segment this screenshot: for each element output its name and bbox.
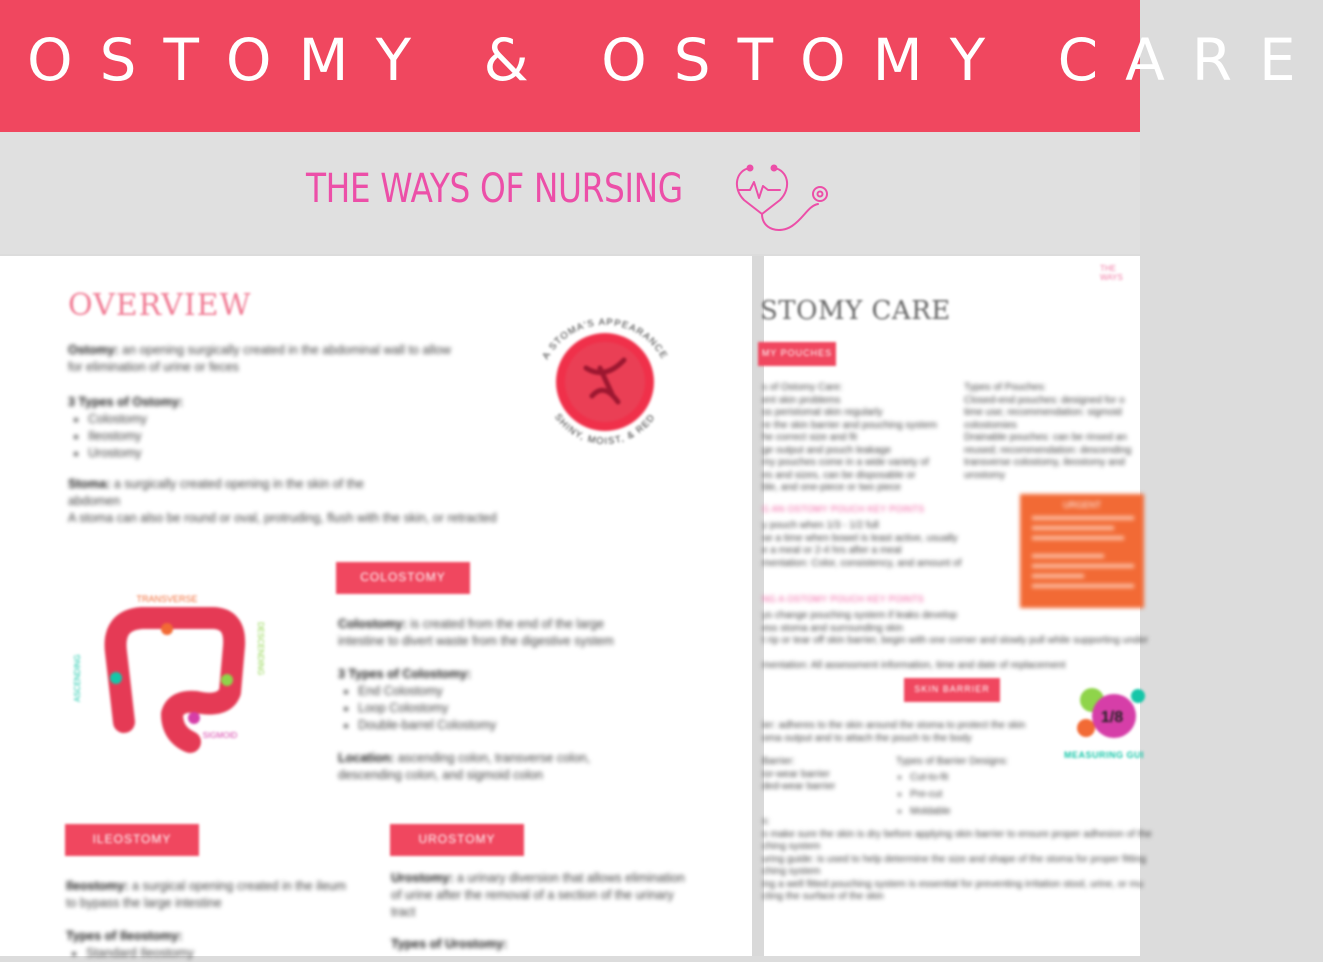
- urostomy-definition: [391, 870, 691, 921]
- list-item: • Standard Ileostomy: [86, 945, 346, 962]
- change-line: t rip or tear off skin barrier, begin with one corner and slowly pull while supporting under: [762, 635, 1149, 646]
- stoma-badge-top-text: A STOMA'S APPEARANCE: [540, 316, 670, 362]
- tip-line: ching system: [762, 841, 821, 852]
- list-item: • Loop Colostomy: [358, 700, 638, 717]
- goal-line: re the skin barrier and pouching system: [762, 419, 938, 431]
- colon-marker-ascending: [110, 672, 122, 684]
- barrier-designs-block: [896, 756, 1036, 820]
- goal-line: my pouches come in a wide variety of: [762, 457, 929, 468]
- colon-diagram: [72, 592, 272, 762]
- urgent-line: [1032, 554, 1104, 558]
- goal-line: ble, and one-piece or two piece: [762, 482, 901, 493]
- tips-block: [762, 816, 1152, 904]
- urgent-line: [1032, 574, 1084, 578]
- tip-line: ing a well fitted pouching system is essential for preventing irritation stool, urine, or mu: [762, 878, 1144, 890]
- empty-line: se a time when bowel is least active, usually: [762, 532, 958, 544]
- measuring-guide-icon: [1066, 686, 1146, 746]
- urostomy-def: a urinary diversion that allows elimination of urine after the removal of a section of the urinary tract: [391, 871, 685, 919]
- barrier-type-line: Barrier:: [762, 756, 795, 767]
- stethoscope-heartbeat-icon: [730, 150, 830, 236]
- list-item: • Ileostomy: [88, 428, 368, 445]
- ileostomy-term: Ileostomy:: [66, 879, 129, 893]
- change-line: ys change pouching system if leaks develop: [762, 610, 958, 621]
- pouch-type-line: Drainable pouches: can be rinsed an: [964, 432, 1127, 443]
- colostomy-location: [338, 750, 618, 784]
- list-item: • Pre-cut: [910, 786, 1036, 803]
- stoma-note: A stoma can also be round or oval, protruding, flush with the skin, or retracted: [68, 511, 497, 525]
- colon-label-sigmoid: SIGMOID: [202, 731, 238, 740]
- location-term: Location:: [338, 751, 395, 765]
- ostomy-term: Ostomy:: [68, 343, 119, 357]
- pouch-type-line: colostomies: [964, 419, 1017, 431]
- pouch-type-line: urostomy: [964, 469, 1006, 481]
- colon-marker-transverse: [161, 623, 173, 635]
- colostomy-def: is created from the end of the large intestine to divert waste from the digestive system: [338, 617, 614, 648]
- list-item: • Urostomy: [88, 445, 368, 462]
- ostomy-care-heading: STOMY CARE: [760, 296, 951, 326]
- tip-line: o make sure the skin is dry before applying skin barrier to ensure proper adhesion of the: [762, 828, 1152, 840]
- colon-label-transverse: TRANSVERSE: [136, 594, 198, 604]
- colostomy-term: Colostomy:: [338, 617, 407, 631]
- colon-shape: [116, 618, 235, 742]
- barrier-types-block: [762, 756, 882, 794]
- overview-heading: OVERVIEW: [68, 288, 252, 323]
- empty-line: e a meal or 2-4 hrs after a meal: [762, 545, 902, 556]
- title-banner: [0, 0, 1323, 132]
- change-line: ess stoma and surrounding skin: [762, 622, 904, 634]
- stoma-appearance-badge: [520, 298, 690, 468]
- goal-line: ss peristomal skin regularly: [762, 407, 883, 418]
- pouch-type-line: time use; recommendation: sigmoid: [964, 407, 1122, 418]
- empty-pouch-heading: G AN OSTOMY POUCH KEY POINTS: [762, 504, 925, 514]
- goal-line: es and sizes, can be disposable or: [762, 469, 916, 481]
- ileostomy-types: [66, 928, 346, 962]
- list-item: • Cut-to-fit: [910, 769, 1036, 786]
- measure-value: 1/8: [1100, 709, 1124, 726]
- tip-line: cting the surface of the skin: [762, 891, 884, 902]
- brand-name: THE WAYS OF NURSING: [306, 166, 683, 212]
- stoma-definition: [68, 476, 408, 510]
- pouch-type-line: transverse colostomy, ileostomy and: [964, 457, 1125, 468]
- list-item: • Colostomy: [88, 411, 368, 428]
- change-line: [762, 648, 1142, 661]
- urgent-title: URGENT: [1063, 500, 1101, 510]
- pouch-types-heading: Types of Pouches:: [964, 382, 1047, 393]
- urgent-line: [1032, 564, 1134, 568]
- empty-line: y pouch when 1/3 - 1/2 full: [762, 520, 879, 531]
- measuring-guide-label: MEASURING GUI: [1064, 750, 1145, 760]
- ostomy-types: [68, 394, 368, 462]
- colon-label-ascending: ASCENDING: [73, 654, 82, 702]
- tip-line: s:: [762, 816, 770, 827]
- overview-page: [0, 256, 752, 960]
- change-pouch-block: [762, 610, 1149, 673]
- ostomy-def: an opening surgically created in the abdominal wall to allow for elimination of urine or feces: [68, 343, 451, 374]
- ileostomy-label: ILEOSTOMY: [65, 824, 199, 856]
- location-text: ascending colon, transverse colon, descending colon, and sigmoid colon: [338, 751, 591, 782]
- change-line: mentation: All assessment information, time and date of replacement: [762, 660, 1066, 671]
- ileostomy-def: a surgical opening created in the ileum to bypass the large intestine: [66, 879, 347, 910]
- ileostomy-types-heading: Types of Ileostomy:: [66, 929, 183, 943]
- goal-line: ge output and pouch leakage: [762, 444, 891, 456]
- pouch-type-line: reused; recommendation: descending: [964, 444, 1132, 456]
- ostomy-definition: [68, 342, 468, 376]
- barrier-line: oma output and to attach the pouch to the body: [762, 732, 972, 744]
- tip-line: uring guide: is used to help determine the size and shape of the stoma for proper fitting: [762, 853, 1147, 865]
- brand-tag: THE WAYS: [1100, 264, 1123, 282]
- tip-line: ching system: [762, 866, 821, 877]
- colon-label-descending: DESCENDING: [256, 622, 265, 676]
- urgent-line: [1032, 526, 1114, 530]
- list-item: • Double-barrel Colostomy: [358, 717, 638, 734]
- page-title: OSTOMY & OSTOMY CARE: [27, 26, 1323, 94]
- colostomy-definition: [338, 616, 648, 650]
- urostomy-label: UROSTOMY: [390, 824, 524, 856]
- empty-pouch-block: [762, 520, 982, 570]
- stoma-term: Stoma:: [68, 477, 111, 491]
- barrier-line: ier: adheres to the skin around the stoma to protect the skin: [762, 720, 1026, 731]
- urgent-box: [1020, 494, 1144, 608]
- goals-block: [762, 382, 962, 495]
- urostomy-term: Urostomy:: [391, 871, 454, 885]
- urostomy-types-heading: [391, 936, 671, 953]
- pouches-label: MY POUCHES: [758, 342, 836, 366]
- goal-line: he correct size and fit: [762, 432, 858, 443]
- ostomy-types-heading: 3 Types of Ostomy:: [68, 395, 184, 409]
- list-item: • Moldable: [910, 803, 1036, 820]
- ileostomy-definition: [66, 878, 346, 912]
- list-item: • End Colostomy: [358, 683, 638, 700]
- change-pouch-heading: NG A OSTOMY POUCH KEY POINTS: [762, 594, 924, 604]
- colostomy-label: COLOSTOMY: [336, 562, 470, 594]
- colon-marker-sigmoid: [188, 712, 200, 724]
- ostomy-care-page: [760, 256, 1152, 956]
- pouch-types-block: [964, 382, 1140, 482]
- skin-barrier-label: SKIN BARRIER: [904, 678, 1000, 702]
- goals-heading: s of Ostomy Care:: [762, 382, 843, 393]
- colostomy-types: [338, 666, 638, 734]
- colostomy-types-heading: 3 Types of Colostomy:: [338, 667, 472, 681]
- goal-line: ent skin problems: [762, 394, 841, 406]
- empty-line: mentation: Color, consistency, and amount of: [762, 557, 962, 569]
- urostomy-types-heading-text: Types of Urostomy:: [391, 937, 508, 951]
- colon-marker-descending: [221, 674, 233, 686]
- barrier-block: [762, 720, 1042, 745]
- stoma-def: a surgically created opening in the skin of the abdomen: [68, 477, 365, 508]
- barrier-type-line: ded-wear barrier: [762, 781, 836, 792]
- stoma-badge-bottom-text: SHINY, MOIST, & RED: [552, 411, 658, 448]
- pouch-type-line: Closed-end pouches: designed for o: [964, 394, 1125, 406]
- urgent-line: [1032, 584, 1134, 588]
- barrier-type-line: ior-wear barrier: [762, 768, 830, 780]
- barrier-designs-heading: Types of Barrier Designs:: [896, 756, 1009, 767]
- urgent-line: [1032, 516, 1134, 520]
- urgent-line: [1032, 536, 1124, 540]
